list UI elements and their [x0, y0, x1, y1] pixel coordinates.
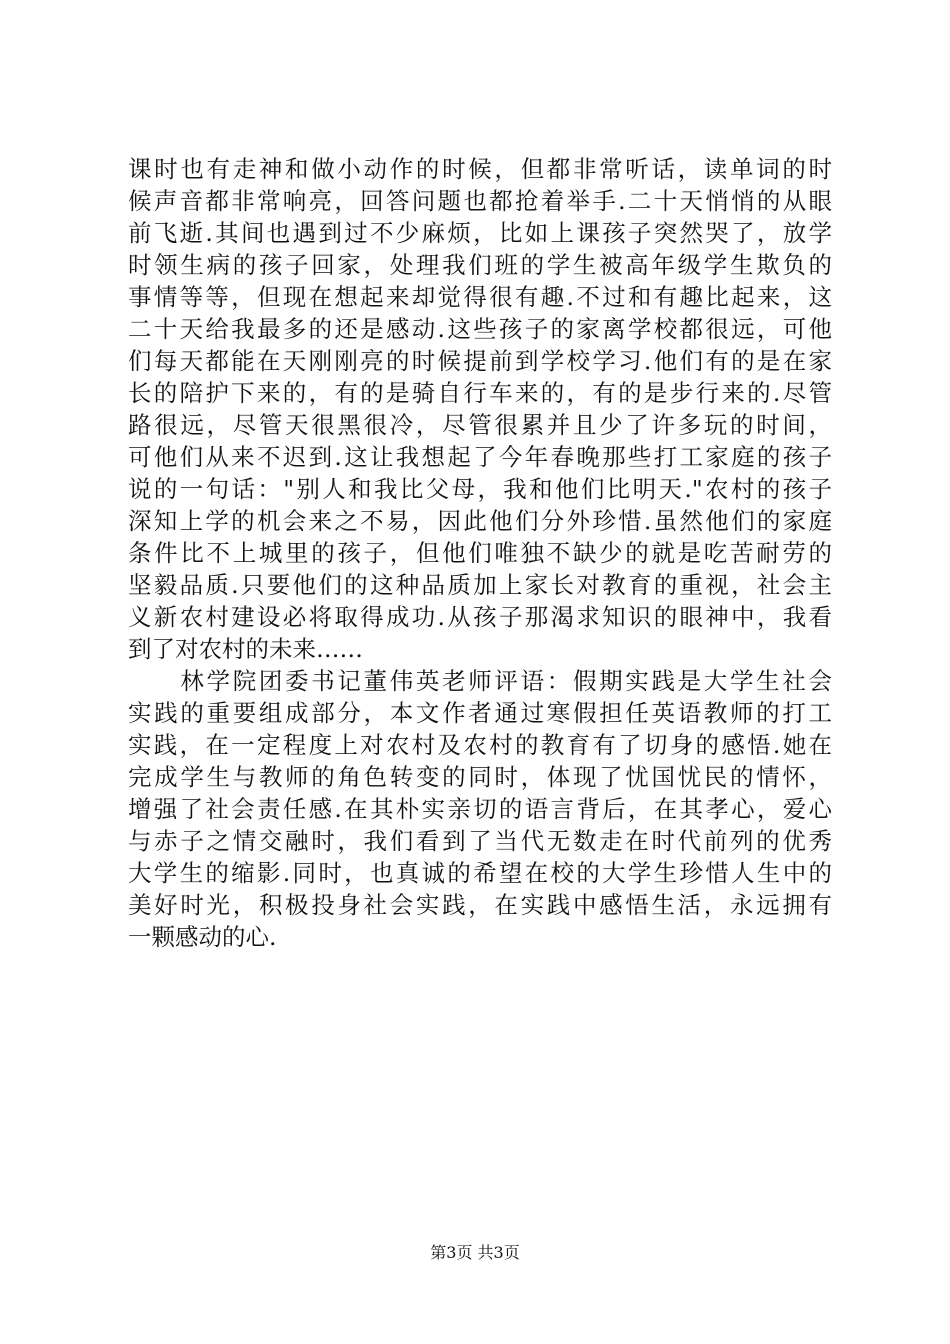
text-line: 坚毅品质.只要他们的这种品质加上家长对教育的重视，社会主	[128, 571, 832, 599]
text-line: 时领生病的孩子回家，处理我们班的学生被高年级学生欺负的	[128, 251, 832, 279]
text-line: 路很远，尽管天很黑很冷，尽管很累并且少了许多玩的时间，	[128, 411, 832, 439]
text-line: 条件比不上城里的孩子，但他们唯独不缺少的就是吃苦耐劳的	[128, 539, 832, 567]
text-line: 实践，在一定程度上对农村及农村的教育有了切身的感悟.她在	[128, 731, 832, 759]
page-footer: 第3页 共3页	[430, 1243, 520, 1262]
text-line: 实践的重要组成部分，本文作者通过寒假担任英语教师的打工	[128, 699, 832, 727]
text-line: 完成学生与教师的角色转变的同时，体现了忧国忧民的情怀，	[128, 763, 832, 791]
text-line: 二十天给我最多的还是感动.这些孩子的家离学校都很远，可他	[128, 315, 832, 343]
text-line: 增强了社会责任感.在其朴实亲切的语言背后，在其孝心，爱心	[128, 795, 832, 823]
text-line: 一颗感动的心.	[128, 923, 277, 951]
document-body	[128, 153, 832, 953]
paragraph-1	[128, 153, 832, 665]
text-line: 义新农村建设必将取得成功.从孩子那渴求知识的眼神中，我看	[128, 603, 832, 631]
text-line: 大学生的缩影.同时，也真诚的希望在校的大学生珍惜人生中的	[128, 859, 832, 887]
text-line: 林学院团委书记董伟英老师评语：假期实践是大学生社会	[128, 667, 832, 695]
text-line: 前飞逝.其间也遇到过不少麻烦，比如上课孩子突然哭了，放学	[128, 219, 832, 247]
text-line: 与赤子之情交融时，我们看到了当代无数走在时代前列的优秀	[128, 827, 832, 855]
text-line: 说的一句话："别人和我比父母，我和他们比明天."农村的孩子	[128, 475, 832, 503]
text-line: 深知上学的机会来之不易，因此他们分外珍惜.虽然他们的家庭	[128, 507, 832, 535]
text-line: 美好时光，积极投身社会实践，在实践中感悟生活，永远拥有	[128, 891, 832, 919]
text-line: 长的陪护下来的，有的是骑自行车来的，有的是步行来的.尽管	[128, 379, 832, 407]
text-line: 事情等等，但现在想起来却觉得很有趣.不过和有趣比起来，这	[128, 283, 832, 311]
text-line: 们每天都能在天刚刚亮的时候提前到学校学习.他们有的是在家	[128, 347, 832, 375]
paragraph-2	[128, 665, 832, 953]
text-line: 候声音都非常响亮，回答问题也都抢着举手.二十天悄悄的从眼	[128, 187, 832, 215]
text-line: 到了对农村的未来……	[128, 635, 363, 663]
text-line: 课时也有走神和做小动作的时候，但都非常听话，读单词的时	[128, 155, 832, 183]
text-line: 可他们从来不迟到.这让我想起了今年春晚那些打工家庭的孩子	[128, 443, 832, 471]
